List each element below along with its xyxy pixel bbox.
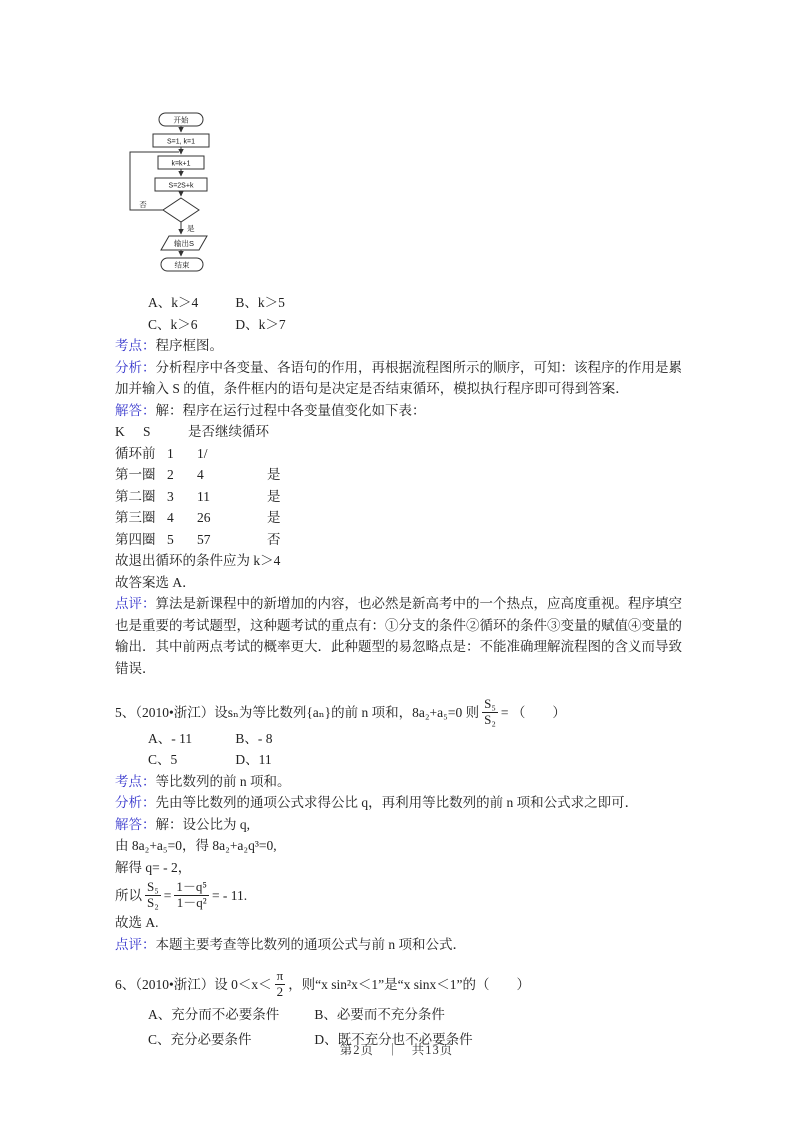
cell: 是 (267, 488, 281, 504)
q5-choice-d: D、11 (235, 752, 272, 768)
q5-title (115, 697, 690, 728)
node-end-label: 结束 (174, 260, 190, 270)
q4-choices-row2 (115, 314, 690, 336)
cell: 第三圈 (115, 510, 156, 525)
trace-header-k: K (115, 424, 125, 439)
fraction-denominator: S₂ (147, 894, 159, 910)
q5-choice-b: B、- 8 (235, 730, 273, 746)
flowchart-svg (123, 112, 245, 282)
node-increment-label: k=k+1 (171, 160, 191, 168)
q4-analysis-text: 分析程序中各变量、各语句的作用，再根据流程图所示的顺序，可知：该程序的作用是累加并输入 S 的值，条件框内的语句是决定是否结束循环，模拟执行程序即可得到答案． (115, 359, 682, 396)
cell: 1 (167, 445, 174, 461)
q5-exam-point (115, 771, 690, 793)
q4-choice-c: C、k＞6 (148, 316, 198, 332)
q4-conclusion-1: 故退出循环的条件应为 k＞4 (115, 553, 281, 568)
decision-yes-label: 是 (187, 224, 195, 233)
q5-choices-row2 (115, 749, 690, 771)
fraction-denominator: 1－q² (176, 894, 207, 910)
q4-conclusion-2: 故答案选 A． (115, 574, 196, 590)
node-output-label: 输出S (173, 239, 195, 248)
cell: 循环前 (115, 445, 156, 461)
cell: 是 (267, 467, 281, 482)
table-row (115, 529, 690, 551)
q6-title-fraction (275, 969, 286, 1000)
document-content (115, 110, 690, 1050)
fraction-numerator: π (276, 968, 284, 984)
q4-solution (115, 400, 690, 422)
node-init-label: S=1, k=1 (166, 138, 196, 146)
q6-choice-c: C、充分必要条件 (148, 1031, 252, 1047)
cell: 第四圈 (115, 531, 156, 547)
cell: 是 (267, 510, 281, 525)
cell: 1/ (197, 445, 208, 461)
q5-choices-row1 (115, 728, 690, 750)
q4-analysis-label: 分析： (115, 359, 156, 375)
cell: 3 (167, 488, 174, 504)
q5-choice-c: C、5 (148, 752, 178, 768)
trace-header-s: S (143, 424, 151, 439)
cell: 第二圈 (115, 488, 156, 504)
q4-choices-row1 (115, 292, 690, 314)
fraction-numerator: S₅ (147, 878, 159, 894)
q5-exam-point-label: 考点： (115, 773, 156, 789)
node-decision (163, 198, 199, 222)
q5-title-pre: 5、（2010•浙江）设sₙ为等比数列{aₙ}的前 n 项和，8a₂+a₅=0 则 (115, 704, 480, 720)
fraction-numerator: 1－q⁵ (176, 878, 207, 894)
q4-choice-a: A、k＞4 (148, 295, 199, 310)
q5-solution (115, 814, 690, 836)
cell: 26 (197, 510, 211, 525)
q5-title-post: = （ ） (500, 704, 566, 720)
q5-analysis-label: 分析： (115, 795, 156, 811)
cell: 11 (197, 488, 210, 504)
node-start-label: 开始 (173, 115, 189, 125)
table-row (115, 507, 690, 529)
table-row (115, 464, 690, 486)
q5-fraction-s5s2 (145, 880, 161, 911)
q4-exam-point-text: 程序框图。 (155, 338, 223, 353)
cell: 57 (197, 531, 211, 547)
q5-analysis-text: 先由等比数列的通项公式求得公比 q，再利用等比数列的前 n 项和公式求之即可． (155, 795, 639, 811)
q5-step-3-pre: 所以 (115, 887, 142, 903)
q6-choices-row1 (115, 1004, 690, 1026)
trace-table-header (115, 421, 690, 443)
footer-separator: ｜ (386, 1043, 400, 1057)
trace-header-continue: 是否继续循环 (188, 424, 269, 439)
q5-step-3 (115, 878, 690, 912)
q4-analysis (115, 357, 690, 400)
fraction-denominator: 2 (276, 984, 284, 1000)
q6-title-pre: 6、（2010•浙江）设 0＜x＜ (115, 977, 272, 993)
q5-solution-text: 解：设公比为 q, (155, 816, 250, 832)
cell: 2 (167, 467, 174, 482)
q6-choice-d: D、既不充分也不必要条件 (314, 1031, 473, 1047)
q4-choice-d: D、k＞7 (235, 316, 286, 332)
q4-comment-label: 点评： (115, 596, 156, 611)
q4-solution-label: 解答： (115, 402, 156, 418)
q6-choice-a: A、充分而不必要条件 (148, 1007, 280, 1023)
node-accumulate-label: S=2S+k (168, 182, 194, 190)
q5-step-1: 由 8a₂+a₅=0，得 8a₂+a₂q³=0, (115, 838, 277, 854)
q4-comment-text: 算法是新课程中的新增加的内容，也必然是新高考中的一个热点，应高度重视。程序填空也是重要的考试题型，这种题考试的重点有：①分支的条件②循环的条件③变量的赋值④变量的输出．其中前两点考试的概率更大．此种题型的易忽略点是：不能准确理解流程图的含义而导致错误． (115, 596, 682, 676)
q4-choice-b: B、k＞5 (235, 295, 285, 310)
footer-total-pages: 共13页 (411, 1043, 454, 1057)
q4-comment (115, 593, 690, 679)
decision-no-label: 否 (139, 200, 147, 209)
q6-title-post: ，则“x sin²x＜1”是“x sinx＜1”的（ ） (288, 977, 530, 993)
cell: 否 (267, 531, 281, 547)
fraction-numerator: S₅ (484, 696, 496, 711)
cell: 4 (197, 467, 204, 482)
q5-conclusion: 故选 A. (115, 915, 159, 931)
cell (267, 443, 690, 465)
q5-fraction-q (174, 880, 209, 911)
q5-title-fraction (482, 697, 498, 728)
q5-step-3-equals: = (163, 887, 172, 903)
cell: 4 (167, 510, 174, 525)
fraction-denominator: S₂ (484, 711, 496, 727)
table-row (115, 486, 690, 508)
q4-exam-point-label: 考点： (115, 338, 156, 353)
q5-exam-point-text: 等比数列的前 n 项和。 (155, 773, 291, 789)
table-row (115, 443, 690, 465)
q5-analysis (115, 792, 690, 814)
q4-exam-point (115, 335, 690, 357)
q6-choice-b: B、必要而不充分条件 (314, 1007, 445, 1023)
program-flowchart (123, 112, 245, 282)
q5-choice-a: A、- 11 (148, 730, 193, 746)
q5-step-3-post: = - 11. (211, 887, 248, 903)
page-footer (0, 1040, 793, 1062)
q5-solution-label: 解答： (115, 816, 156, 832)
q6-title (115, 969, 690, 1000)
q5-comment-text: 本题主要考查等比数列的通项公式与前 n 项和公式． (155, 936, 466, 952)
q5-comment-label: 点评： (115, 936, 156, 952)
q5-comment (115, 934, 690, 956)
q4-solution-text: 解：程序在运行过程中各变量值变化如下表： (155, 402, 426, 418)
cell: 第一圈 (115, 467, 156, 482)
cell: 5 (167, 531, 174, 547)
footer-page-number: 第2页 (339, 1043, 374, 1057)
q5-step-2: 解得 q= - 2， (115, 859, 192, 875)
